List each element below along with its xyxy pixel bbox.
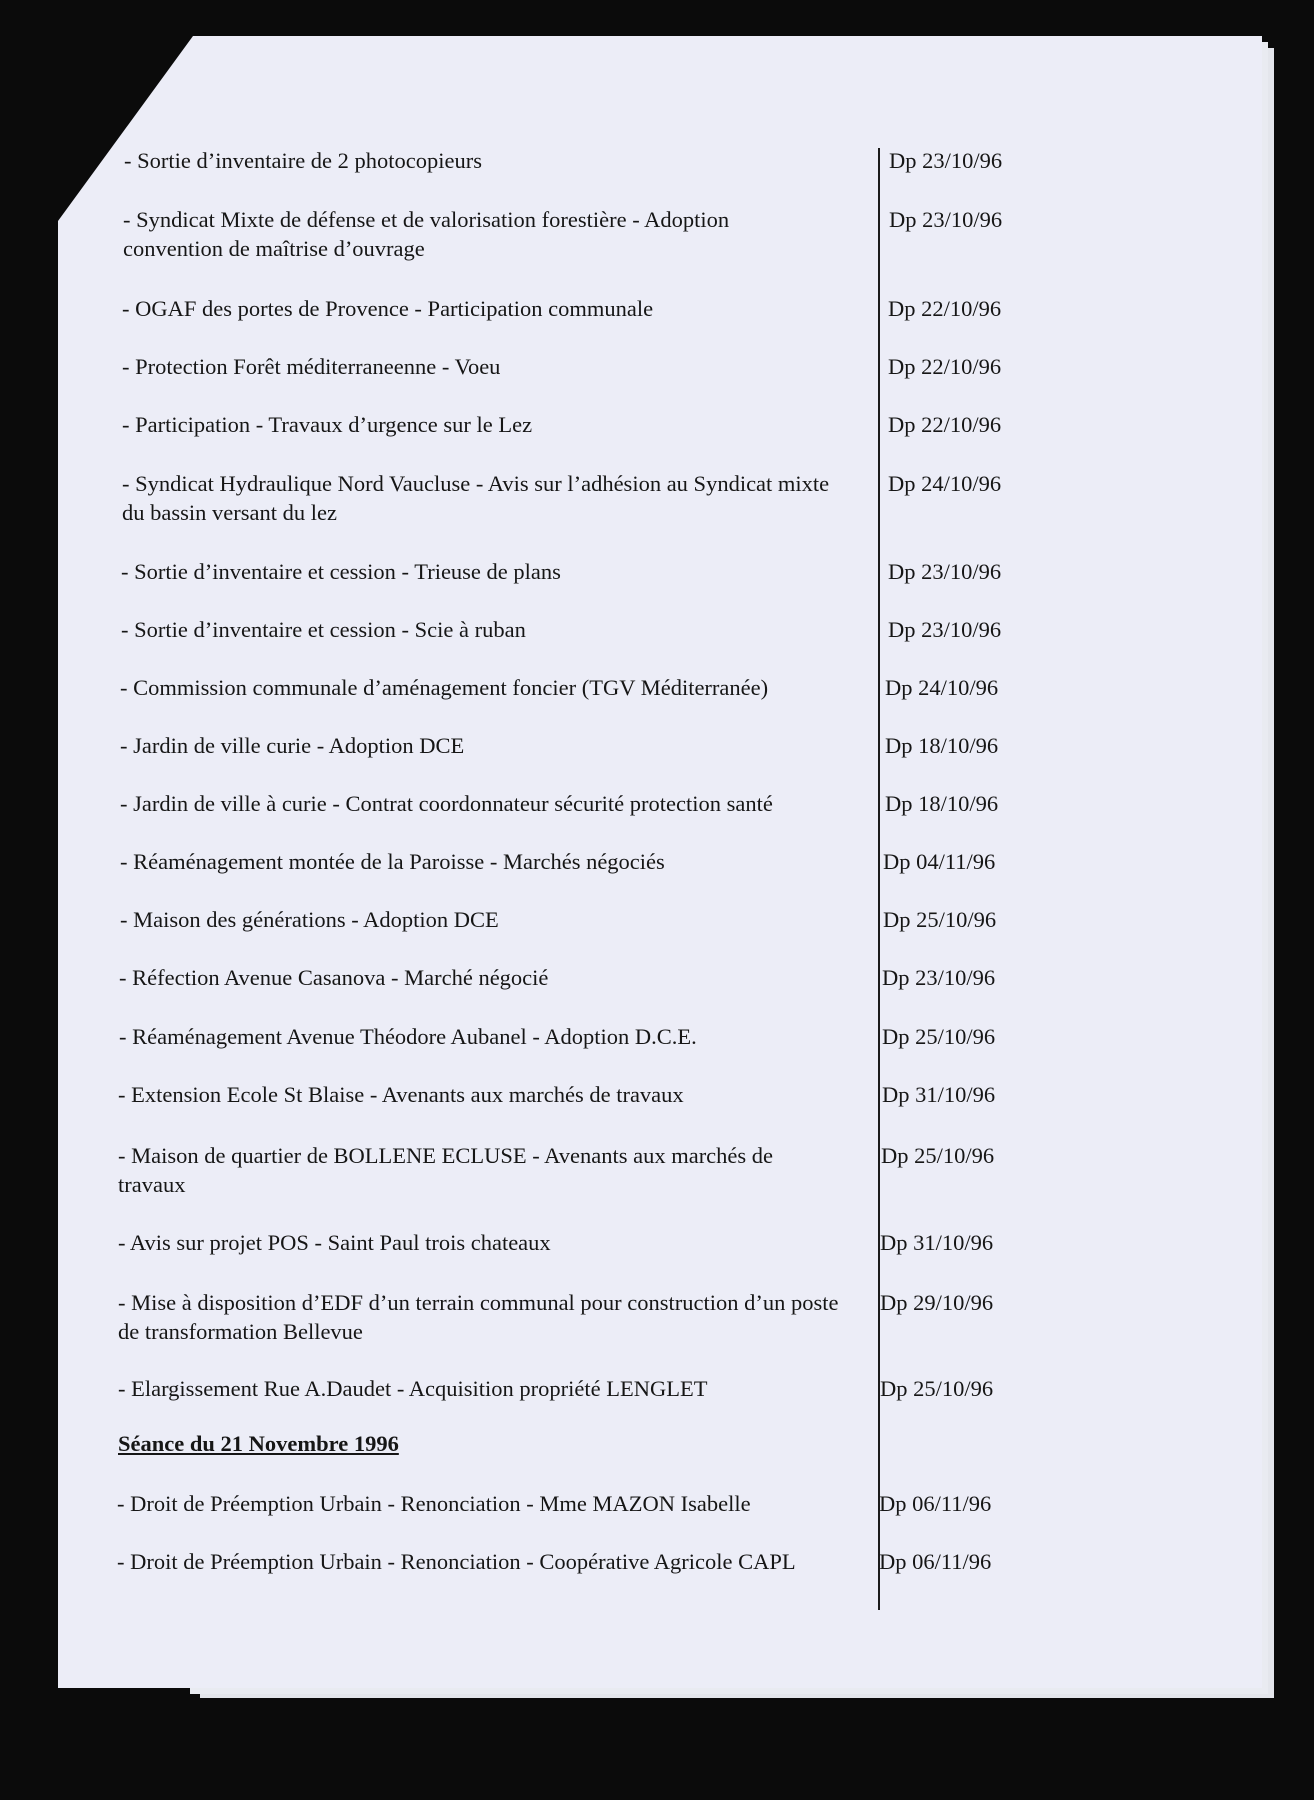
entry-text: - Sortie d’inventaire de 2 photocopieurs <box>124 148 483 173</box>
entry-date: Dp 31/10/96 <box>882 1082 996 1107</box>
entry-date: Dp 18/10/96 <box>885 733 999 758</box>
entry-date: Dp 24/10/96 <box>888 471 1002 496</box>
entry-text: - Jardin de ville à curie - Contrat coordonnateur sécurité protection santé <box>120 791 773 816</box>
entry-text: - Elargissement Rue A.Daudet - Acquisition propriété LENGLET <box>118 1376 708 1401</box>
entry-text: - Réaménagement Avenue Théodore Aubanel - Adoption D.C.E. <box>119 1024 697 1049</box>
entry-text: - Droit de Préemption Urbain - Renonciation - Coopérative Agricole CAPL <box>117 1549 796 1574</box>
entry-text: - Réfection Avenue Casanova - Marché négocié <box>119 965 549 990</box>
entry-date: Dp 22/10/96 <box>888 296 1002 321</box>
entry-text: - Protection Forêt méditerraneenne - Voeu <box>122 354 501 379</box>
entry-text: - Sortie d’inventaire et cession - Trieuse de plans <box>121 559 561 584</box>
entry-text: - Commission communale d’aménagement foncier (TGV Méditerranée) <box>120 675 769 700</box>
entry-text: - Mise à disposition d’EDF d’un terrain communal pour construction d’un poste de transformation Bellevue <box>118 1290 839 1344</box>
entry-text: - Extension Ecole St Blaise - Avenants aux marchés de travaux <box>118 1082 684 1107</box>
section-heading: Séance du 21 Novembre 1996 <box>118 1431 399 1456</box>
entry-text: - Avis sur projet POS - Saint Paul trois chateaux <box>118 1230 551 1255</box>
entry-text: - Jardin de ville curie - Adoption DCE <box>120 733 465 758</box>
entry-date: Dp 31/10/96 <box>880 1230 994 1255</box>
entry-date: Dp 24/10/96 <box>885 675 999 700</box>
entry-text: - Syndicat Hydraulique Nord Vaucluse - Avis sur l’adhésion au Syndicat mixte du bassin versant du lez <box>122 471 830 525</box>
entry-date: Dp 25/10/96 <box>882 1024 996 1049</box>
entry-date: Dp 23/10/96 <box>882 965 996 990</box>
entry-text: - OGAF des portes de Provence - Participation communale <box>122 296 654 321</box>
entry-date: Dp 29/10/96 <box>880 1290 994 1315</box>
entry-date: Dp 23/10/96 <box>888 559 1002 584</box>
entry-text: - Réaménagement montée de la Paroisse - Marchés négociés <box>120 849 665 874</box>
entry-text: - Sortie d’inventaire et cession - Scie à ruban <box>121 617 526 642</box>
entry-text: - Maison de quartier de BOLLENE ECLUSE - Avenants aux marchés de travaux <box>118 1143 774 1197</box>
entry-date: Dp 23/10/96 <box>889 148 1003 173</box>
entry-date: Dp 22/10/96 <box>888 412 1002 437</box>
entry-date: Dp 18/10/96 <box>885 791 999 816</box>
entry-date: Dp 06/11/96 <box>879 1549 992 1574</box>
entry-text: - Droit de Préemption Urbain - Renonciation - Mme MAZON Isabelle <box>117 1491 751 1516</box>
entry-text: - Participation - Travaux d’urgence sur le Lez <box>122 412 533 437</box>
entry-date: Dp 22/10/96 <box>888 354 1002 379</box>
entry-date: Dp 25/10/96 <box>881 1143 995 1168</box>
entry-date: Dp 25/10/96 <box>880 1376 994 1401</box>
entry-text: - Maison des générations - Adoption DCE <box>120 907 499 932</box>
entry-date: Dp 06/11/96 <box>879 1491 992 1516</box>
entry-date: Dp 23/10/96 <box>889 207 1003 232</box>
entry-date: Dp 04/11/96 <box>883 849 996 874</box>
entry-date: Dp 23/10/96 <box>888 617 1002 642</box>
entry-date: Dp 25/10/96 <box>883 907 997 932</box>
entry-text: - Syndicat Mixte de défense et de valorisation forestière - Adoption convention de maîtrise d’ouvrage <box>123 207 730 261</box>
